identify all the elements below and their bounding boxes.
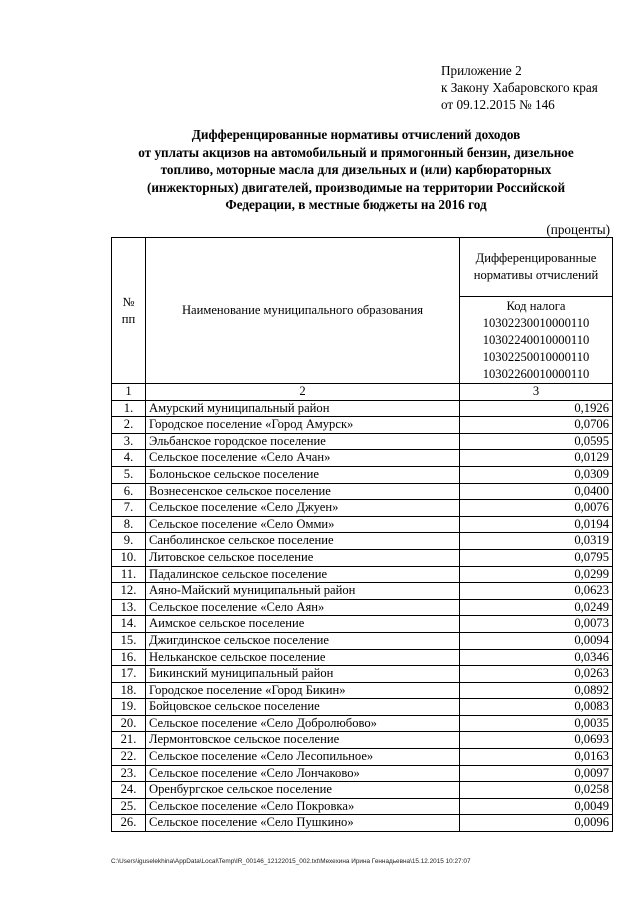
table-row	[112, 533, 613, 550]
row-number: 19.	[112, 699, 146, 716]
table-row	[112, 500, 613, 517]
row-municipality-name: Вознесенское сельское поселение	[146, 483, 460, 500]
row-number: 25.	[112, 798, 146, 815]
row-municipality-name: Сельское поселение «Село Пушкино»	[146, 815, 460, 832]
tax-code-label: Код налога	[506, 298, 566, 313]
tax-code: 10302240010000110	[482, 332, 590, 347]
row-number: 14.	[112, 616, 146, 633]
row-norm-value: 0,0795	[460, 549, 613, 566]
row-municipality-name: Сельское поселение «Село Аян»	[146, 599, 460, 616]
row-number: 26.	[112, 815, 146, 832]
file-path-footer: C:\Users\iguselekhina\AppData\Local\Temp\IR_00146_12122015_002.txt\Мехехина Ирина Геннадьевна\15.12.2015 10:27:07	[111, 858, 471, 865]
table-row	[112, 433, 613, 450]
row-municipality-name: Литовское сельское поселение	[146, 549, 460, 566]
title-line-2: от уплаты акцизов на автомобильный и прямогонный бензин, дизельное	[138, 144, 574, 160]
row-norm-value: 0,0706	[460, 417, 613, 434]
table-row	[112, 782, 613, 799]
row-municipality-name: Джигдинское сельское поселение	[146, 632, 460, 649]
row-norm-value: 0,0263	[460, 666, 613, 683]
appendix-line-3: от 09.12.2015 № 146	[441, 97, 555, 112]
row-municipality-name: Сельское поселение «Село Покровка»	[146, 798, 460, 815]
row-municipality-name: Сельское поселение «Село Лончаково»	[146, 765, 460, 782]
header-municipality-name: Наименование муниципального образования	[146, 238, 460, 384]
header-number-symbol: №	[122, 294, 135, 309]
row-number: 13.	[112, 599, 146, 616]
title-line-1: Дифференцированные нормативы отчислений доходов	[191, 127, 521, 142]
row-number: 5.	[112, 466, 146, 483]
table-row	[112, 699, 613, 716]
header-number-abbr: пп	[121, 311, 136, 326]
table-row	[112, 516, 613, 533]
row-municipality-name: Аяно-Майский муниципальный район	[146, 583, 460, 600]
column-number: 3	[460, 384, 613, 401]
row-norm-value: 0,0129	[460, 450, 613, 467]
row-norm-value: 0,0163	[460, 749, 613, 766]
row-norm-value: 0,0258	[460, 782, 613, 799]
row-number: 2.	[112, 417, 146, 434]
row-number: 24.	[112, 782, 146, 799]
appendix-line-1: Приложение 2	[441, 63, 522, 78]
row-norm-value: 0,0096	[460, 815, 613, 832]
table-row	[112, 583, 613, 600]
row-number: 10.	[112, 549, 146, 566]
units-label: (проценты)	[546, 222, 610, 237]
row-norm-value: 0,0049	[460, 798, 613, 815]
document-title	[100, 126, 612, 214]
row-norm-value: 0,0623	[460, 583, 613, 600]
row-norm-value: 0,0035	[460, 715, 613, 732]
header-norms-line-2: нормативы отчислений	[473, 268, 599, 282]
row-norm-value: 0,0094	[460, 632, 613, 649]
table-row	[112, 483, 613, 500]
table-row	[112, 466, 613, 483]
header-norms-line-1: Дифференцированные	[475, 251, 597, 265]
row-municipality-name: Болоньское сельское поселение	[146, 466, 460, 483]
row-municipality-name: Бикинский муниципальный район	[146, 666, 460, 683]
row-municipality-name: Падалинское сельское поселение	[146, 566, 460, 583]
row-norm-value: 0,0194	[460, 516, 613, 533]
row-norm-value: 0,0892	[460, 682, 613, 699]
row-number: 8.	[112, 516, 146, 533]
table-row	[112, 815, 613, 832]
table-row	[112, 417, 613, 434]
row-number: 23.	[112, 765, 146, 782]
norms-table	[111, 237, 613, 832]
row-municipality-name: Городское поселение «Город Бикин»	[146, 682, 460, 699]
table-row	[112, 798, 613, 815]
row-number: 18.	[112, 682, 146, 699]
row-norm-value: 0,0299	[460, 566, 613, 583]
table-row	[112, 666, 613, 683]
table-row	[112, 749, 613, 766]
tax-code: 10302260010000110	[482, 366, 590, 381]
table-row	[112, 549, 613, 566]
table-row	[112, 400, 613, 417]
title-line-5: Федерации, в местные бюджеты на 2016 год	[225, 197, 487, 212]
row-number: 15.	[112, 632, 146, 649]
row-number: 22.	[112, 749, 146, 766]
table-row	[112, 649, 613, 666]
row-norm-value: 0,1926	[460, 400, 613, 417]
row-norm-value: 0,0076	[460, 500, 613, 517]
row-municipality-name: Сельское поселение «Село Лесопильное»	[146, 749, 460, 766]
column-number: 2	[146, 384, 460, 401]
row-number: 4.	[112, 450, 146, 467]
table-row	[112, 715, 613, 732]
row-municipality-name: Сельское поселение «Село Омми»	[146, 516, 460, 533]
header-norms	[460, 238, 613, 297]
column-number: 1	[112, 384, 146, 401]
row-municipality-name: Сельское поселение «Село Джуен»	[146, 500, 460, 517]
row-municipality-name: Санболинское сельское поселение	[146, 533, 460, 550]
row-number: 1.	[112, 400, 146, 417]
row-municipality-name: Бойцовское сельское поселение	[146, 699, 460, 716]
table-row	[112, 450, 613, 467]
row-norm-value: 0,0346	[460, 649, 613, 666]
row-municipality-name: Лермонтовское сельское поселение	[146, 732, 460, 749]
row-number: 20.	[112, 715, 146, 732]
row-municipality-name: Сельское поселение «Село Ачан»	[146, 450, 460, 467]
row-number: 6.	[112, 483, 146, 500]
row-norm-value: 0,0309	[460, 466, 613, 483]
row-number: 7.	[112, 500, 146, 517]
table-row	[112, 566, 613, 583]
row-norm-value: 0,0249	[460, 599, 613, 616]
row-municipality-name: Амурский муниципальный район	[146, 400, 460, 417]
row-norm-value: 0,0097	[460, 765, 613, 782]
table-header-row	[112, 238, 613, 297]
tax-code: 10302230010000110	[482, 315, 590, 330]
table-row	[112, 599, 613, 616]
row-number: 21.	[112, 732, 146, 749]
row-norm-value: 0,0595	[460, 433, 613, 450]
row-norm-value: 0,0400	[460, 483, 613, 500]
appendix-reference	[441, 62, 598, 113]
row-municipality-name: Сельское поселение «Село Добролюбово»	[146, 715, 460, 732]
row-municipality-name: Аимское сельское поселение	[146, 616, 460, 633]
table-row	[112, 732, 613, 749]
row-norm-value: 0,0073	[460, 616, 613, 633]
title-line-3: топливо, моторные масла для дизельных и (или) карбюраторных	[160, 162, 552, 177]
row-number: 16.	[112, 649, 146, 666]
header-tax-codes	[460, 297, 613, 384]
table-row	[112, 616, 613, 633]
row-number: 17.	[112, 666, 146, 683]
row-municipality-name: Нельканское сельское поселение	[146, 649, 460, 666]
row-norm-value: 0,0693	[460, 732, 613, 749]
column-number-row	[112, 384, 613, 401]
row-norm-value: 0,0083	[460, 699, 613, 716]
row-municipality-name: Эльбанское городское поселение	[146, 433, 460, 450]
table-row	[112, 632, 613, 649]
table-row	[112, 682, 613, 699]
row-municipality-name: Оренбургское сельское поселение	[146, 782, 460, 799]
row-number: 11.	[112, 566, 146, 583]
row-number: 3.	[112, 433, 146, 450]
row-number: 9.	[112, 533, 146, 550]
row-norm-value: 0,0319	[460, 533, 613, 550]
appendix-line-2: к Закону Хабаровского края	[441, 80, 598, 95]
tax-code: 10302250010000110	[482, 349, 590, 364]
table-row	[112, 765, 613, 782]
title-line-4: (инжекторных) двигателей, производимые на территории Российской	[146, 179, 566, 195]
header-number	[112, 238, 146, 384]
row-municipality-name: Городское поселение «Город Амурск»	[146, 417, 460, 434]
row-number: 12.	[112, 583, 146, 600]
